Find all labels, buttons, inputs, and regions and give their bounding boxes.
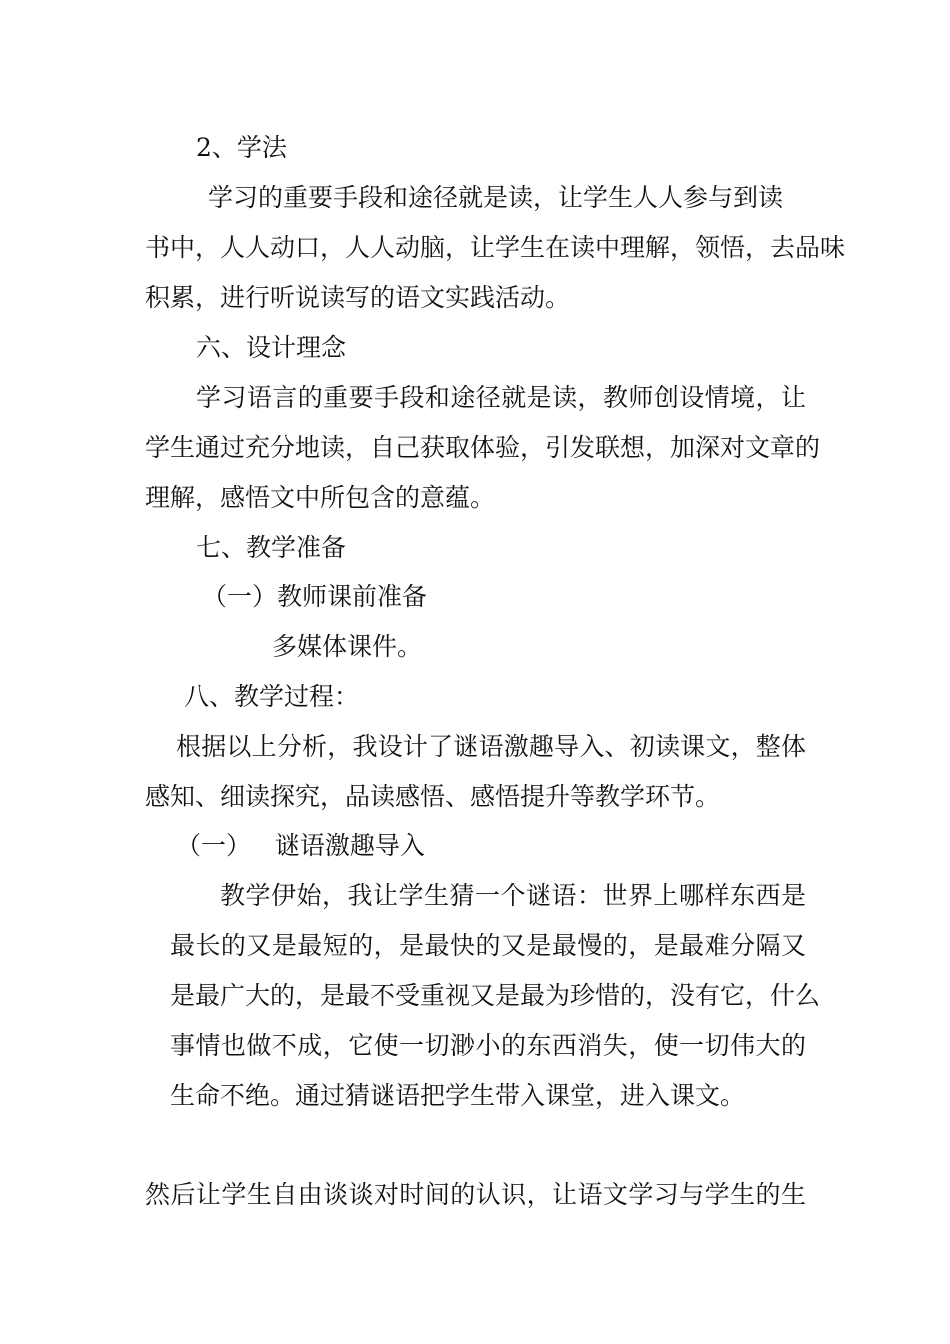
riddle-line-5: 生命不绝。通过猜谜语把学生带入课堂，进入课文。 [170, 1081, 746, 1110]
study-method-line-1: 学习的重要手段和途径就是读，让学生人人参与到读 [208, 183, 784, 212]
design-concept-line-3: 理解，感悟文中所包含的意蕴。 [145, 483, 496, 512]
process-intro-line-1: 根据以上分析，我设计了谜语激趣导入、初读课文，整体 [176, 732, 806, 761]
preparation-heading: 七、教学准备 [196, 533, 347, 562]
process-heading: 八、教学过程： [184, 682, 360, 711]
study-method-heading: 2、学法 [196, 133, 287, 162]
riddle-line-2: 最长的又是最短的，是最快的又是最慢的，是最难分隔又 [170, 931, 806, 960]
process-intro-line-2: 感知、细读探究，品读感悟、感悟提升等教学环节。 [145, 782, 721, 811]
design-concept-line-1: 学习语言的重要手段和途径就是读，教师创设情境，让 [196, 383, 806, 412]
riddle-line-3: 是最广大的，是最不受重视又是最为珍惜的，没有它，什么 [170, 981, 821, 1010]
riddle-heading: （一） 谜语激趣导入 [176, 831, 425, 860]
closing-line: 然后让学生自由谈谈对时间的认识，让语文学习与学生的生 [145, 1180, 806, 1209]
design-concept-heading: 六、设计理念 [196, 333, 347, 362]
design-concept-line-2: 学生通过充分地读，自己获取体验，引发联想，加深对文章的 [145, 433, 821, 462]
study-method-line-3: 积累，进行听说读写的语文实践活动。 [145, 283, 571, 312]
study-method-line-2: 书中，人人动口，人人动脑，让学生在读中理解，领悟，去品味 [145, 233, 846, 262]
riddle-line-1: 教学伊始，我让学生猜一个谜语：世界上哪样东西是 [220, 881, 806, 910]
teacher-prep-heading: （一）教师课前准备 [202, 582, 428, 611]
teacher-prep-body: 多媒体课件。 [272, 632, 423, 661]
riddle-line-4: 事情也做不成，它使一切渺小的东西消失，使一切伟大的 [170, 1031, 806, 1060]
